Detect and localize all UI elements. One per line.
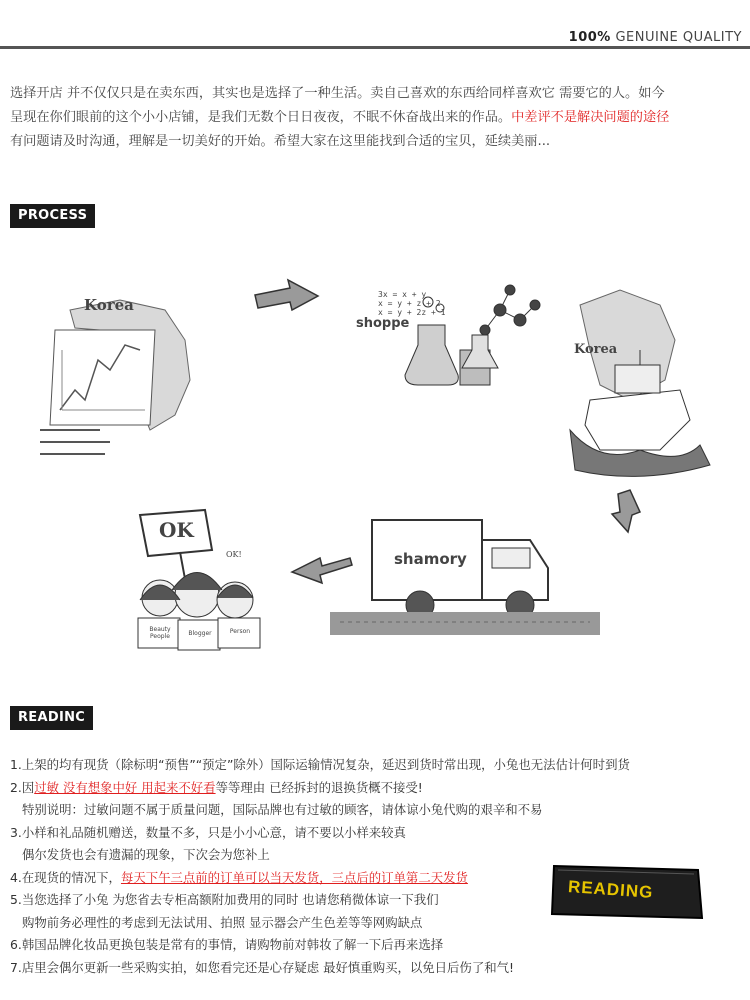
person-label: Blogger <box>188 630 212 637</box>
intro-line-1: 选择开店 并不仅仅只是在卖东西，其实也是选择了一种生活。卖自己喜欢的东西给同样喜欢它 需要它的人。如今 <box>10 86 665 101</box>
notice-item-2-suffix: 等等理由 已经拆封的退换货概不接受! <box>215 779 423 795</box>
notice-item-6: 6.韩国品牌化妆品更换包装是常有的事情，请购物前对韩妆了解一下后再来选择 <box>10 937 444 952</box>
process-section-label: PROCESS <box>10 204 95 228</box>
process-drawing <box>0 250 750 680</box>
notice-item-5: 5.当您选择了小兔 为您省去专柜高额附加费用的同时 也请您稍微体谅一下我们 <box>10 892 439 907</box>
notice-item-2 <box>10 777 710 800</box>
notice-item-5-note: 购物前务必理性的考虑到无法试用、拍照 显示器会产生色差等等网购缺点 <box>22 914 423 930</box>
notice-item-4-prefix: 4.在现货的情况下， <box>10 869 121 885</box>
arrow-right-icon <box>255 280 318 310</box>
ok-small-label: OK! <box>226 550 242 559</box>
reading-section-label: READINC <box>10 706 93 730</box>
quality-text: GENUINE QUALITY <box>615 30 742 45</box>
person-label: Beauty People <box>149 626 171 640</box>
intro-line-3: 有问题请及时沟通，理解是一切美好的开始。希望大家在这里能找到合适的宝贝，延续美丽... <box>10 134 551 149</box>
truck-label: shamory <box>394 550 467 568</box>
formula-line: x = y + 2z + 1 <box>378 308 446 317</box>
arrow-down-left-icon <box>612 490 640 532</box>
korea-label-right: Korea <box>574 342 618 357</box>
notice-item-1: 1.上架的均有现货（除标明“预售”“预定”除外）国际运输情况复杂，延迟到货时常出现，小兔也无法估计何时到货 <box>10 757 630 772</box>
ship-illustration <box>570 290 710 476</box>
reading-sign-illustration <box>548 860 708 926</box>
notice-item-3: 3.小样和礼品随机赠送，数量不多，只是小小心意，请不要以小样来较真 <box>10 824 406 840</box>
person-label: Person <box>229 628 251 635</box>
formula-line: x = y + z + 2 <box>378 299 441 308</box>
formula-line: 3x = x + y <box>378 290 427 299</box>
delivery-truck-illustration <box>330 520 600 635</box>
korea-label-left: Korea <box>84 296 134 314</box>
notice-item-7: 7.店里会偶尔更新一些采购实拍，如您看完还是心存疑虑 最好慎重购买，以免日后伤了和气! <box>10 959 514 975</box>
intro-paragraph <box>10 82 742 154</box>
intro-warning-text: 中差评不是解决问题的途径 <box>511 110 670 125</box>
intro-line-2 <box>10 106 742 130</box>
korea-map-chart-illustration <box>40 300 190 454</box>
notice-item-4-highlight: 每天下午三点前的订单可以当天发货，三点后的订单第二天发货 <box>120 869 468 885</box>
ok-sign-label: OK <box>159 518 194 542</box>
header-divider <box>0 46 750 49</box>
notice-item-3-note: 偶尔发货也会有遗漏的现象，下次会为您补上 <box>22 847 270 862</box>
notice-item-2-prefix: 2.因 <box>10 779 35 795</box>
process-illustration <box>0 250 750 680</box>
quality-percent: 100% <box>568 30 611 45</box>
reading-sign-text: READING <box>567 877 654 902</box>
shoppe-label: shoppe <box>356 316 410 331</box>
arrow-left-icon <box>292 558 352 583</box>
notice-item-2-highlight: 过敏 没有想象中好 用起来不好看 <box>34 779 216 795</box>
intro-line-2-text: 呈现在你们眼前的这个小小店铺，是我们无数个日日夜夜，不眠不休奋战出来的作品。 <box>10 110 512 125</box>
quality-tagline <box>569 30 742 45</box>
notice-item-2-note: 特别说明：过敏问题不属于质量问题，国际品牌也有过敏的顾客，请体谅小兔代购的艰辛和不易 <box>22 802 543 817</box>
formula-block <box>378 290 445 317</box>
